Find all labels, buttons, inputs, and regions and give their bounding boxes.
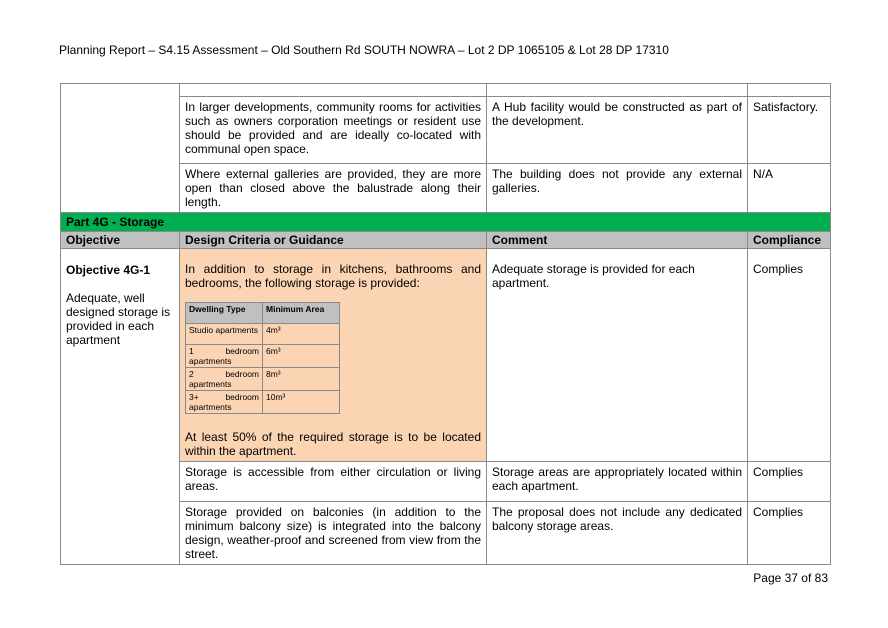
page-number: Page 37 of 83 bbox=[753, 571, 828, 585]
dwelling-type: 3+ bedroom apartments bbox=[186, 391, 263, 414]
criteria-cell: Storage provided on balconies (in addition to the minimum balcony size) is integrated into the balcony design, weather-proof and screened from view from the street. bbox=[180, 502, 487, 565]
inner-table-row bbox=[186, 391, 340, 414]
criteria-intro: In addition to storage in kitchens, bathrooms and bedrooms, the following storage is provided: bbox=[185, 262, 481, 290]
minimum-area: 6m³ bbox=[263, 345, 340, 368]
minimum-area: 4m³ bbox=[263, 324, 340, 345]
minimum-area: 8m³ bbox=[263, 368, 340, 391]
column-header-row bbox=[61, 232, 831, 249]
column-header-objective: Objective bbox=[61, 232, 180, 249]
comment-cell: The building does not provide any external galleries. bbox=[487, 164, 748, 213]
criteria-cell-storage bbox=[180, 249, 487, 462]
section-title: Part 4G - Storage bbox=[61, 213, 831, 232]
objective-title: Objective 4G-1 bbox=[66, 263, 151, 277]
inner-table-header bbox=[186, 303, 340, 324]
inner-table-row bbox=[186, 345, 340, 368]
column-header-criteria: Design Criteria or Guidance bbox=[180, 232, 487, 249]
compliance-cell: Complies bbox=[748, 502, 831, 565]
comment-cell: The proposal does not include any dedicated balcony storage areas. bbox=[487, 502, 748, 565]
section-header-row bbox=[61, 213, 831, 232]
storage-requirements-table bbox=[185, 302, 340, 414]
inner-table-row bbox=[186, 368, 340, 391]
criteria-cell: Storage is accessible from either circulation or living areas. bbox=[180, 462, 487, 502]
page-header: Planning Report – S4.15 Assessment – Old Southern Rd SOUTH NOWRA – Lot 2 DP 1065105 & Lot 28 DP 17310 bbox=[59, 43, 669, 57]
assessment-table bbox=[60, 83, 831, 565]
objective-cell-continued bbox=[61, 84, 180, 213]
dwelling-type: 2 bedroom apartments bbox=[186, 368, 263, 391]
comment-cell: Adequate storage is provided for each apartment. bbox=[487, 249, 748, 462]
dwelling-type: Studio apartments bbox=[186, 324, 263, 345]
criteria-cell: In larger developments, community rooms for activities such as owners corporation meetings or resident use should be provided and are ideally co-located with communal open space. bbox=[180, 97, 487, 164]
compliance-cell: Complies bbox=[748, 249, 831, 462]
comment-cell: A Hub facility would be constructed as part of the development. bbox=[487, 97, 748, 164]
compliance-cell: Complies bbox=[748, 462, 831, 502]
table-row bbox=[61, 249, 831, 462]
criteria-cell: Where external galleries are provided, they are more open than closed above the balustrade along their length. bbox=[180, 164, 487, 213]
dwelling-type: 1 bedroom apartments bbox=[186, 345, 263, 368]
compliance-cell: Satisfactory. bbox=[748, 97, 831, 164]
column-header-comment: Comment bbox=[487, 232, 748, 249]
objective-text: Adequate, well designed storage is provided in each apartment bbox=[66, 291, 171, 347]
criteria-after: At least 50% of the required storage is to be located within the apartment. bbox=[185, 430, 481, 458]
inner-table-row bbox=[186, 324, 340, 345]
column-header-compliance: Compliance bbox=[748, 232, 831, 249]
table-row-continuation bbox=[61, 84, 831, 97]
comment-cell: Storage areas are appropriately located within each apartment. bbox=[487, 462, 748, 502]
minimum-area: 10m³ bbox=[263, 391, 340, 414]
objective-cell bbox=[61, 249, 180, 565]
compliance-cell: N/A bbox=[748, 164, 831, 213]
inner-header-minimum-area: Minimum Area bbox=[263, 303, 340, 324]
inner-header-dwelling-type: Dwelling Type bbox=[186, 303, 263, 324]
